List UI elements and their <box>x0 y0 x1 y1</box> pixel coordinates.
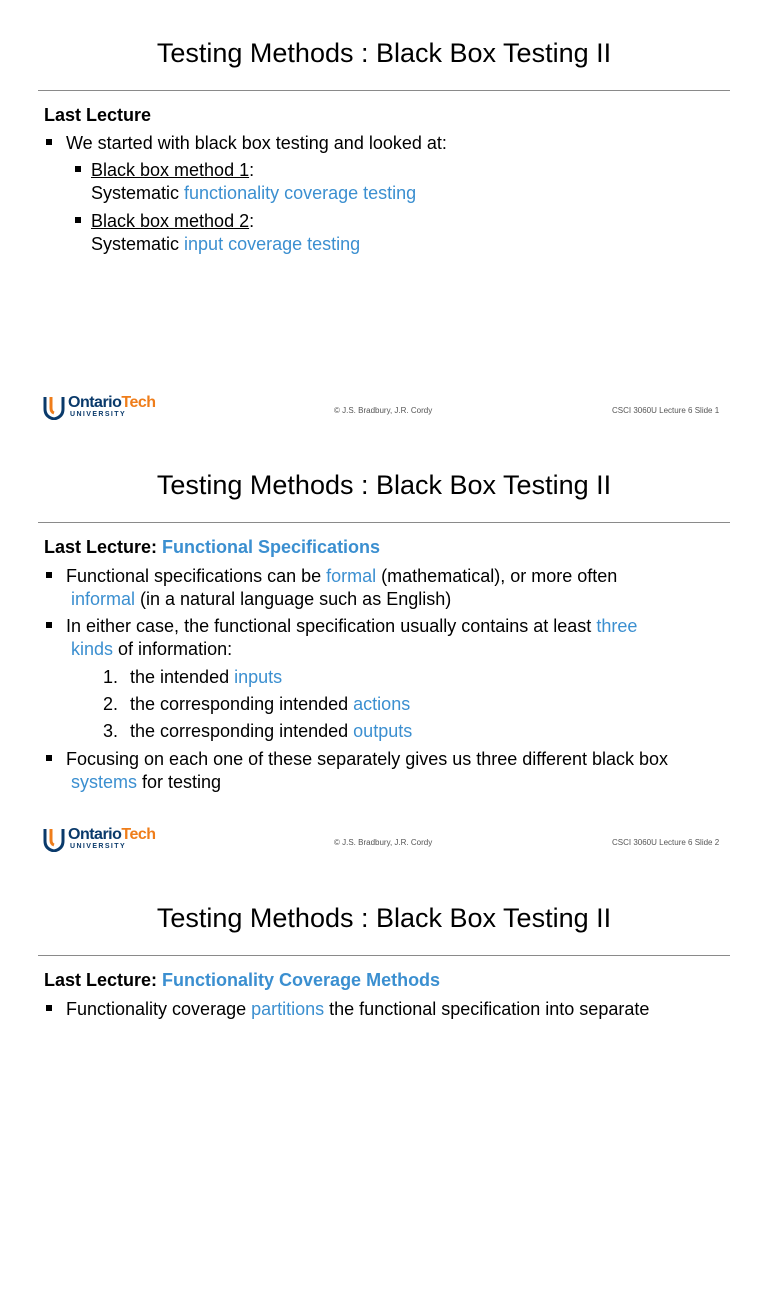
colon: : <box>249 160 255 180</box>
method-1-label: Black box method 1 <box>91 160 250 180</box>
bullet-marker <box>46 755 52 761</box>
slide-2 <box>0 432 768 864</box>
numbered-index: 1. <box>103 667 119 687</box>
logo-shield-icon <box>43 826 65 852</box>
heading-accent: Functionality Coverage Methods <box>162 970 441 990</box>
sub-bullet-line <box>91 159 254 182</box>
accent-term: functionality coverage testing <box>184 183 417 203</box>
numbered-index: 3. <box>103 721 119 741</box>
slide-heading: Last Lecture <box>44 105 152 125</box>
bullet-text: In either case, the functional specification usually contains at least three <box>66 616 638 636</box>
ontario-tech-logo <box>43 826 163 852</box>
bullet-text: We started with black box testing and looked at: <box>66 133 447 153</box>
slide-title: Testing Methods : Black Box Testing II <box>156 38 612 68</box>
accent-term: input coverage testing <box>184 234 361 254</box>
title-divider <box>38 955 730 956</box>
numbered-item: the corresponding intended outputs <box>130 721 413 741</box>
bullet-marker <box>46 139 52 145</box>
numbered-index: 2. <box>103 694 119 714</box>
numbered-item: the intended inputs <box>130 667 283 687</box>
title-divider <box>38 522 730 523</box>
numbered-item: the corresponding intended actions <box>130 694 411 714</box>
bullet-marker <box>46 1005 52 1011</box>
title-divider <box>38 90 730 91</box>
bullet-text-cont: kinds of information: <box>71 639 233 659</box>
bullet-text-cont: systems for testing <box>71 772 222 792</box>
logo-shield-icon <box>43 394 65 420</box>
method-2-label: Black box method 2 <box>91 211 250 231</box>
ontario-tech-logo <box>43 394 163 420</box>
slide-heading: Last Lecture: Functionality Coverage Methods <box>44 970 441 990</box>
footer-copyright: © J.S. Bradbury, J.R. Cordy <box>334 406 433 415</box>
sub-bullet-line <box>91 210 254 233</box>
bullet-text: Focusing on each one of these separately gives us three different black box <box>66 749 669 769</box>
sub-bullet-line <box>91 233 360 256</box>
logo-wordmark: OntarioTech <box>68 826 156 843</box>
logo-subtitle: UNIVERSITY <box>70 411 127 418</box>
bullet-text-cont: informal (in a natural language such as English) <box>71 589 452 609</box>
systematic-text: Systematic <box>91 183 185 203</box>
sub-bullet-marker <box>75 166 81 172</box>
footer-course: CSCI 3060U Lecture 6 Slide 1 <box>612 406 720 415</box>
footer-course: CSCI 3060U Lecture 6 Slide 2 <box>612 838 720 847</box>
slide-3 <box>0 865 768 1297</box>
slide-1 <box>0 0 768 432</box>
colon: : <box>249 211 255 231</box>
sub-bullet-line <box>91 182 416 205</box>
logo-wordmark: OntarioTech <box>68 394 156 411</box>
bullet-marker <box>46 622 52 628</box>
slide-heading: Last Lecture: Functional Specifications <box>44 537 381 557</box>
bullet-marker <box>46 572 52 578</box>
bullet-text: Functional specifications can be formal (mathematical), or more often <box>66 566 618 586</box>
heading-accent: Functional Specifications <box>162 537 381 557</box>
slide-title: Testing Methods : Black Box Testing II <box>156 470 612 500</box>
footer-copyright: © J.S. Bradbury, J.R. Cordy <box>334 838 433 847</box>
sub-bullet-marker <box>75 217 81 223</box>
bullet-text: Functionality coverage partitions the functional specification into separate <box>66 999 650 1019</box>
logo-subtitle: UNIVERSITY <box>70 843 127 850</box>
slide-title: Testing Methods : Black Box Testing II <box>156 903 612 933</box>
systematic-text: Systematic <box>91 234 185 254</box>
